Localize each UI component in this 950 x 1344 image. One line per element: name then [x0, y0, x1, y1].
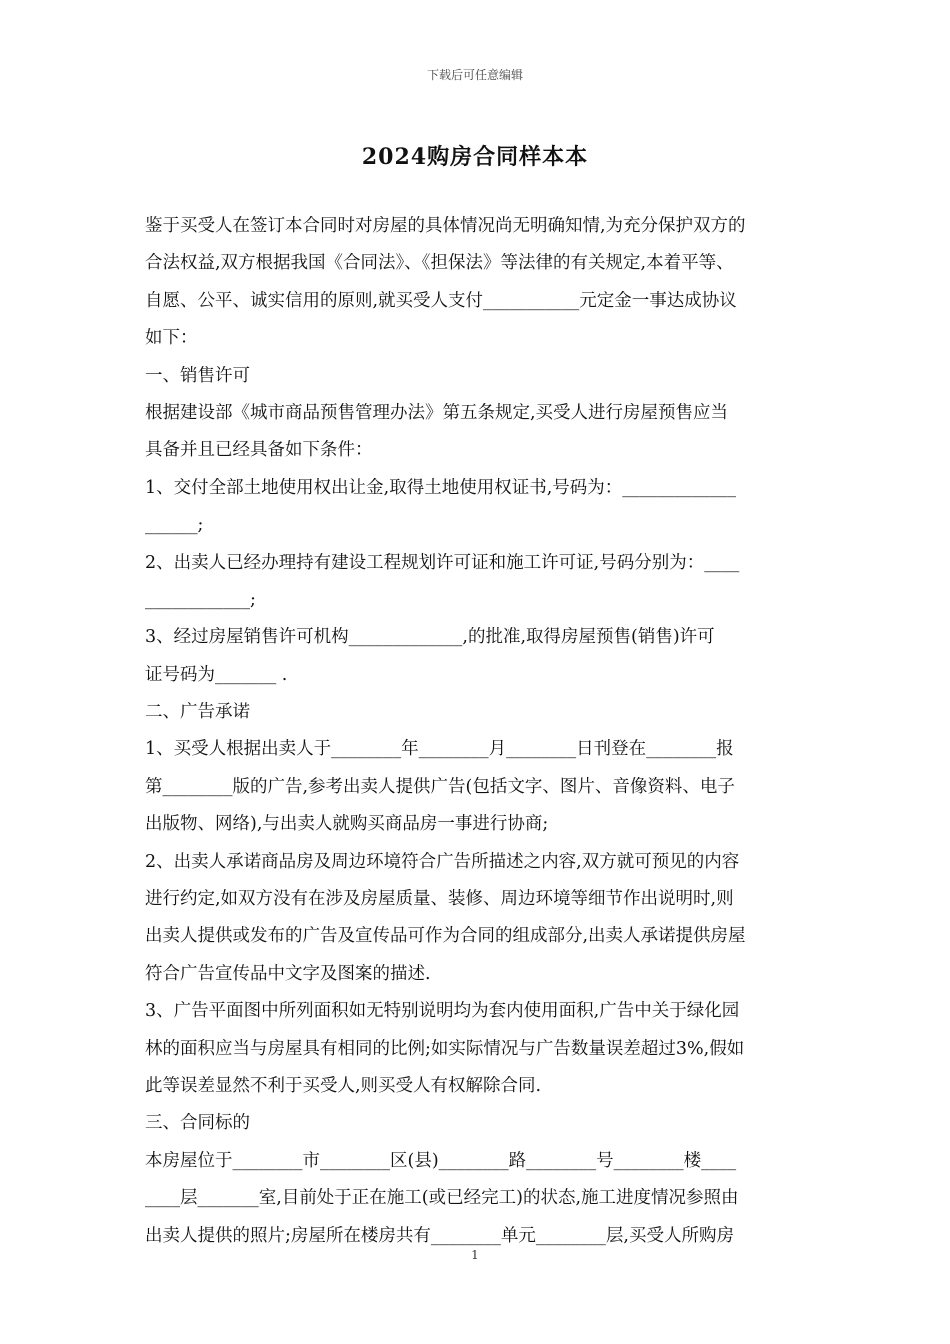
body-line: 林的面积应当与房屋具有相同的比例;如实际情况与广告数量误差超过3%,假如: [145, 1038, 745, 1059]
body-line: 2、出卖人已经办理持有建设工程规划许可证和施工许可证,号码分别为：____: [145, 552, 740, 573]
body-line: 具备并且已经具备如下条件：: [145, 440, 373, 461]
section-heading: 三、合同标的: [145, 1113, 250, 1134]
body-line: 符合广告宣传品中文字及图案的描述.: [145, 963, 431, 984]
body-line: 第________版的广告,参考出卖人提供广告(包括文字、图片、音像资料、电子: [145, 776, 735, 797]
body-line: ____________;: [145, 589, 256, 610]
body-line: 1、买受人根据出卖人于________年________月________日刊登在________报: [145, 739, 734, 760]
document-body: [145, 208, 807, 1255]
body-line: 此等误差显然不利于买受人,则买受人有权解除合同.: [145, 1075, 542, 1096]
page-header: 下载后可任意编辑: [426, 68, 523, 82]
body-line: 出卖人提供或发布的广告及宣传品可作为合同的组成部分,出卖人承诺提供房屋: [145, 926, 746, 947]
body-line: 2、出卖人承诺商品房及周边环境符合广告所描述之内容,双方就可预见的内容: [145, 851, 740, 872]
body-line: 3、经过房屋销售许可机构_____________,的批准,取得房屋预售(销售)许可: [145, 627, 715, 648]
body-line: 自愿、公平、诚实信用的原则,就买受人支付___________元定金一事达成协议: [145, 290, 737, 311]
body-line: ______;: [145, 515, 204, 536]
body-line: 3、广告平面图中所列面积如无特别说明均为套内使用面积,广告中关于绿化园: [145, 1001, 740, 1022]
body-line: 出卖人提供的照片;房屋所在楼房共有________单元________层,买受人所购房: [145, 1225, 734, 1246]
body-line: 出版物、网络),与出卖人就购买商品房一事进行协商;: [145, 814, 549, 835]
body-line: 进行约定,如双方没有在涉及房屋质量、装修、周边环境等细节作出说明时,则: [145, 889, 734, 910]
body-line: 鉴于买受人在签订本合同时对房屋的具体情况尚无明确知情,为充分保护双方的: [145, 216, 746, 236]
body-line: 1、交付全部土地使用权出让金,取得土地使用权证书,号码为：_____________: [145, 477, 737, 498]
body-line: 根据建设部《城市商品预售管理办法》第五条规定,买受人进行房屋预售应当: [145, 402, 729, 423]
body-line: 证号码为_______ .: [145, 664, 288, 685]
body-line: 如下：: [145, 328, 198, 349]
section-heading: 一、销售许可: [145, 365, 250, 386]
body-line: ____层_______室,目前处于正在施工(或已经完工)的状态,施工进度情况参照由: [145, 1188, 739, 1209]
section-heading: 二、广告承诺: [145, 702, 250, 723]
body-line: 合法权益,双方根据我国《合同法》、《担保法》等法律的有关规定,本着平等、: [145, 253, 734, 274]
document-title: 2024购房合同样本本: [361, 144, 589, 170]
body-line: 本房屋位于________市________区(县)________路________号________楼____: [145, 1150, 737, 1171]
page-number: 1: [471, 1248, 479, 1262]
